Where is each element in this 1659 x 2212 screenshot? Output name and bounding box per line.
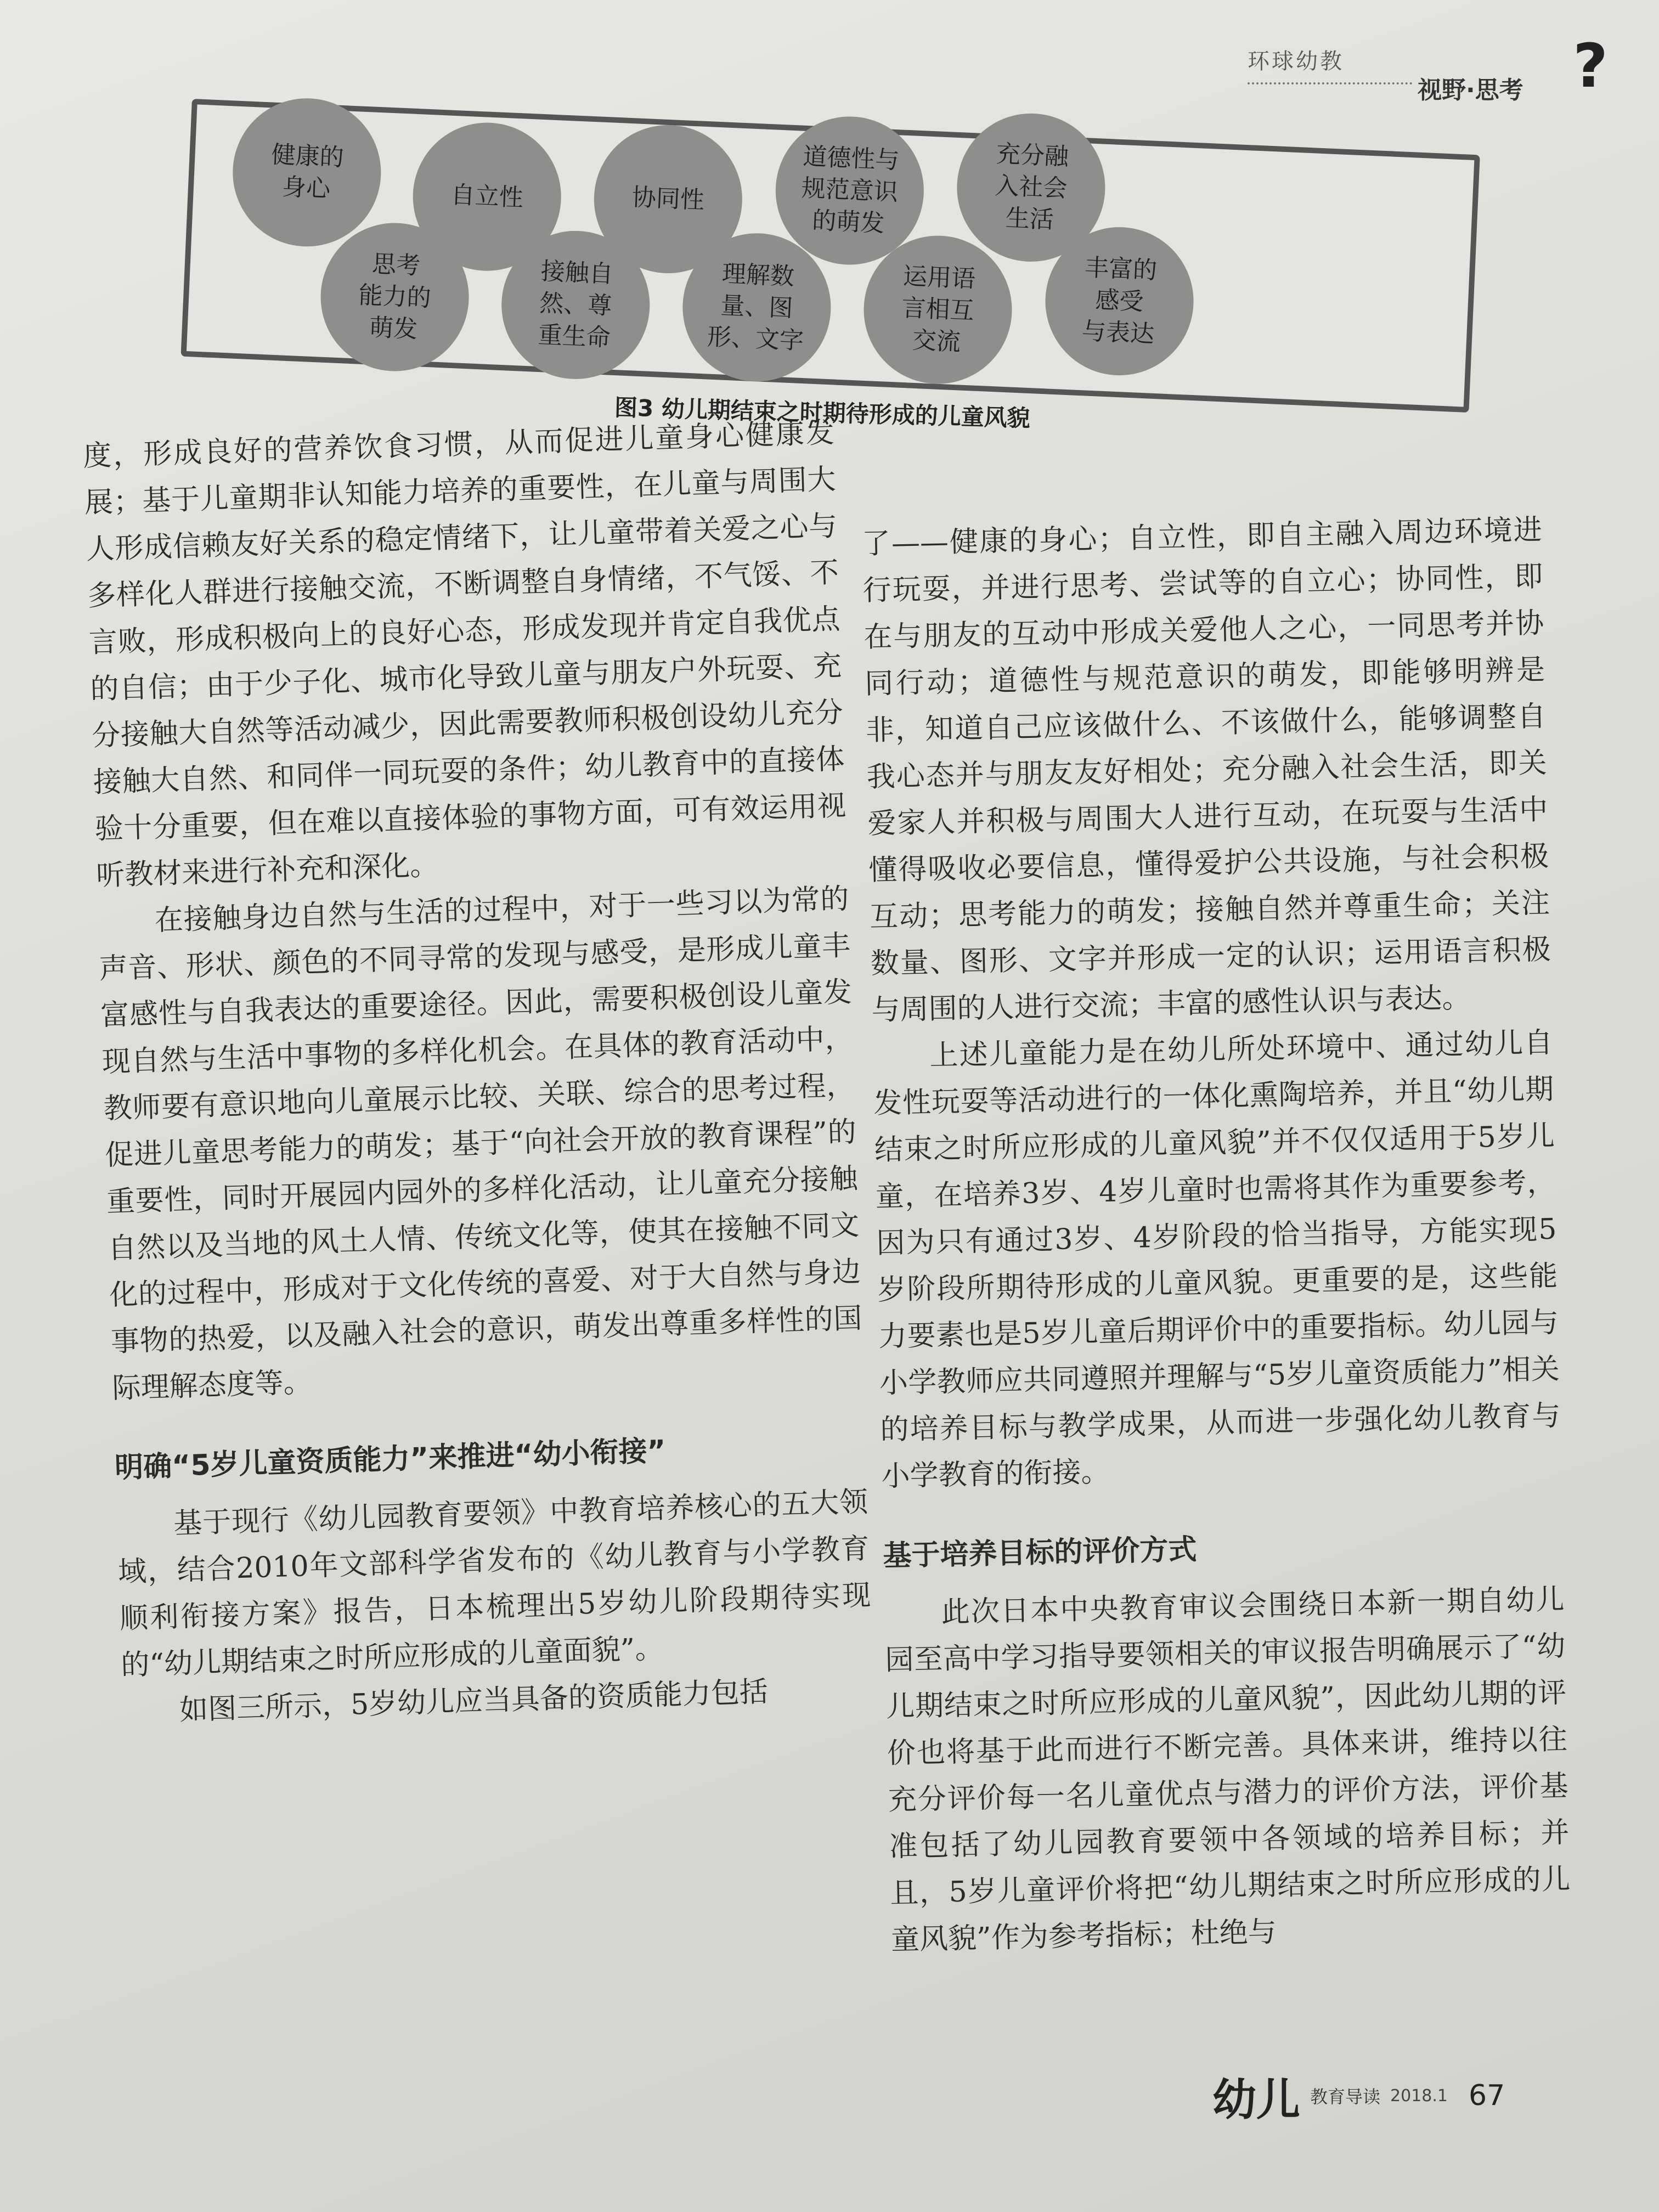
- page-number: 67: [1469, 2079, 1505, 2112]
- subsection-title: 视野·思考: [1418, 76, 1523, 104]
- trait-circle: 运用语 言相互 交流: [861, 233, 1015, 387]
- trait-circle: 道德性与 规范意识 的萌发: [772, 114, 927, 268]
- issue-number: 2018.1: [1390, 2086, 1448, 2106]
- paragraph: 基于现行《幼儿园教育要领》中教育培养核心的五大领域，结合2010年文部科学省发布的《幼儿教育与小学教育顺利衔接方案》报告，日本梳理出5岁幼儿阶段期待实现的“幼儿期结束之时所应形成的儿童面貌”。: [117, 1485, 872, 1682]
- paragraph: 如图三所示，5岁幼儿应当具备的资质能力包括: [179, 1675, 769, 1727]
- question-logo-icon: ?: [1573, 31, 1608, 101]
- trait-circle: 接触自 然、尊 重生命: [499, 228, 653, 382]
- paragraph: 度，形成良好的营养饮食习惯，从而促进儿童身心健康发展；基于儿童期非认知能力培养的重要性，在儿童与周围大人形成信赖友好关系的稳定情绪下，让儿童带着关爱之心与多样化人群进行接触交流，不断调整自身情绪，不气馁、不言败，形成积极向上的良好心态，形成发现并肯定自我优点的自信；由于少子化、城市化导致儿童与朋友户外玩耍、充分接触大自然等活动减少，因此需要教师积极创设幼儿充分接触大自然、和同伴一同玩耍的条件；幼儿教育中的直接体验十分重要，但在难以直接体验的事物方面，可有效运用视听教材来进行补充和深化。: [82, 416, 847, 893]
- section-heading: 基于培养目标的评价方式: [882, 1533, 1198, 1573]
- trait-circle: 丰富的 感受 与表达: [1042, 224, 1197, 379]
- journal-logo: 幼儿: [1212, 2074, 1300, 2125]
- trait-circle: 协同性: [591, 122, 746, 276]
- trait-circle: 思考 能力的 萌发: [318, 220, 472, 375]
- paragraph: 在接触身边自然与生活的过程中，对于一些习以为常的声音、形状、颜色的不同寻常的发现与感受，是形成儿童丰富感性与自我表达的重要途径。因此，需要积极创设儿童发现自然与生活中事物的多样化机会。在具体的教育活动中，教师要有意识地向儿童展示比较、关联、综合的思考过程，促进儿童思考能力的萌发；基于“向社会开放的教育课程”的重要性，同时开展园内园外的多样化活动，让儿童充分接触自然以及当地的风土人情、传统文化等，使其在接触不同文化的过程中，形成对于文化传统的喜爱、对于大自然与身边事物的热爱，以及融入社会的意识，萌发出尊重多样性的国际理解态度等。: [98, 882, 863, 1406]
- trait-circle: 充分融 入社会 生活: [954, 110, 1109, 265]
- trait-circle: 自立性: [410, 120, 565, 274]
- trait-circle: 健康的 身心: [230, 95, 385, 250]
- section-title: 环球幼教: [1248, 49, 1344, 74]
- page-footer: [1212, 2063, 1542, 2129]
- journal-name: 教育导读: [1310, 2086, 1381, 2107]
- left-column: [82, 410, 874, 1736]
- paragraph: 了——健康的身心；自立性，即自主融入周边环境进行玩耍，并进行思考、尝试等的自立心；协同性，即在与朋友的互动中形成关爱他人之心，一同思考并协同行动；道德性与规范意识的萌发，即能够明辨是非，知道自己应该做什么、不该做什么，能够调整自我心态并与朋友友好相处；充分融入社会生活，即关爱家人并积极与周围大人进行互动，在玩耍与生活中懂得吸收必要信息，懂得爱护公共设施，与社会积极互动；思考能力的萌发；接触自然并尊重生命；关注数量、图形、文字并形成一定的认识；运用语言积极与周围的人进行交流；丰富的感性认识与表达。: [861, 514, 1551, 1027]
- right-column: [861, 507, 1572, 1963]
- figure-3: [180, 99, 1480, 413]
- figure-caption: 图3 幼儿期结束之时期待形成的儿童风貌: [614, 394, 1031, 432]
- paragraph: 此次日本中央教育审议会围绕日本新一期自幼儿园至高中学习指导要领相关的审议报告明确展示了“幼儿期结束之时所应形成的儿童风貌”，因此幼儿期的评价也将基于此而进行不断完善。具体来讲，维持以往充分评价每一名儿童优点与潜力的评价方法，评价基准包括了幼儿园教育要领中各领域的培养目标；并且，5岁儿童评价将把“幼儿期结束之时所应形成的儿童风貌”作为参考指标；杜绝与: [884, 1583, 1571, 1957]
- header-divider: [1248, 82, 1412, 84]
- trait-circle: 理解数 量、图 形、文字: [680, 230, 834, 385]
- paragraph: 上述儿童能力是在幼儿所处环境中、通过幼儿自发性玩耍等活动进行的一体化熏陶培养，并且“幼儿期结束之时所应形成的儿童风貌”并不仅仅适用于5岁儿童，在培养3岁、4岁儿童时也需将其作为重要参考，因为只有通过3岁、4岁阶段的恰当指导，方能实现5岁阶段所期待形成的儿童风貌。更重要的是，这些能力要素也是5岁儿童后期评价中的重要指标。幼儿园与小学教师应共同遵照并理解与“5岁儿童资质能力”相关的培养目标与教学成果，从而进一步强化幼儿教育与小学教育的衔接。: [873, 1026, 1561, 1493]
- page-header: [1237, 22, 1621, 104]
- section-heading: 明确“5岁儿童资质能力”来推进“幼小衔接”: [114, 1434, 667, 1485]
